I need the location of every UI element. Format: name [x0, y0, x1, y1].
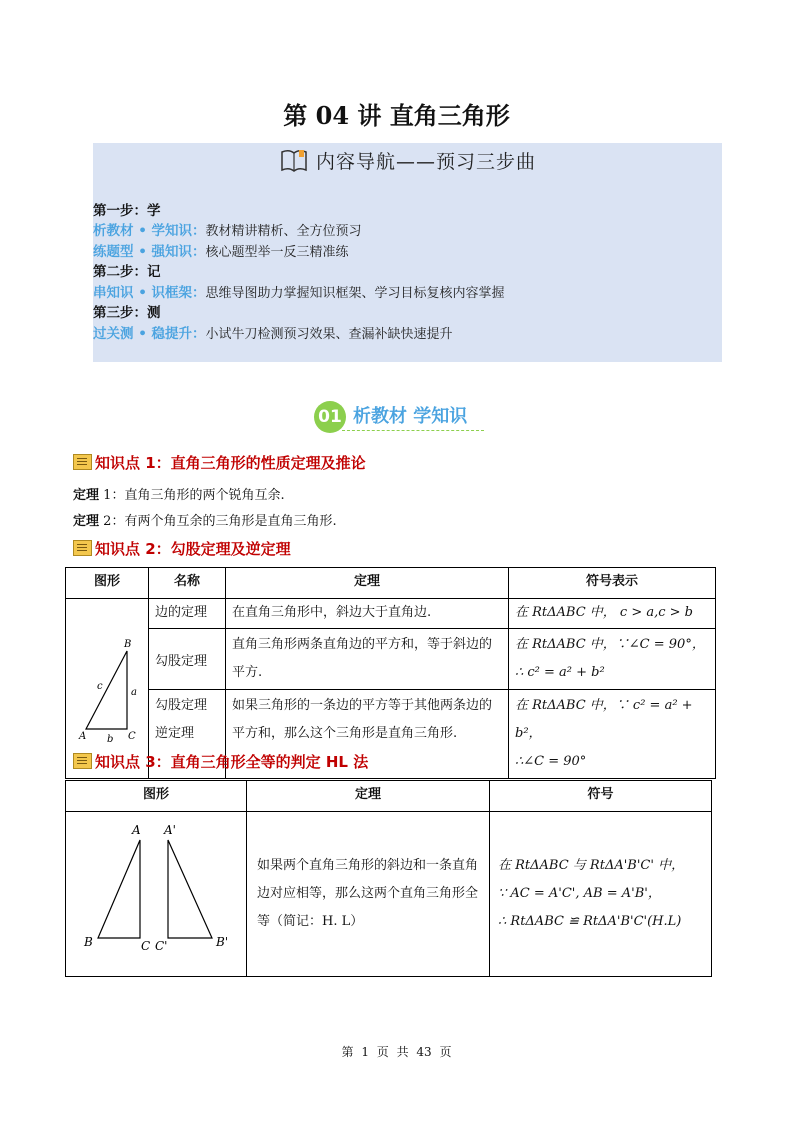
nav-step-1: 第一步：学	[93, 203, 161, 219]
notebook-icon	[73, 540, 92, 556]
nav-step-2: 第二步：记	[93, 264, 161, 280]
knowledge-point-3-title: 知识点 3：直角三角形全等的判定 HL 法	[73, 751, 368, 772]
knowledge-point-2-title: 知识点 2：勾股定理及逆定理	[73, 538, 291, 559]
nav-step-3: 第三步：测	[93, 305, 161, 321]
section-title: 析教材 学知识	[353, 406, 468, 427]
label-C: C	[141, 939, 151, 953]
content-navigation-box	[93, 143, 722, 362]
label-C: C	[128, 730, 136, 742]
label-A-prime: A'	[164, 823, 176, 837]
row1-symbol: 在 RtΔABC 中， c > a,c > b	[509, 599, 716, 629]
col-header-figure: 图形	[66, 568, 149, 599]
table-row	[66, 812, 712, 977]
col-header-theorem: 定理	[226, 568, 509, 599]
col-header-name: 名称	[149, 568, 226, 599]
row2-theorem: 直角三角形两条直角边的平方和，等于斜边的平方.	[226, 629, 509, 690]
hl-table	[65, 780, 712, 977]
table-row	[66, 599, 716, 629]
page-footer: 第 1 页 共 43 页	[341, 1045, 452, 1059]
col-header-symbol: 符号	[490, 781, 712, 812]
nav-item-1: 析教材 • 学知识：教材精讲精析、全方位预习	[93, 223, 362, 239]
hl-theorem: 如果两个直角三角形的斜边和一条直角边对应相等，那么这两个直角三角形全等（简记：H. L）	[247, 812, 490, 977]
row3-name: 勾股定理逆定理	[149, 690, 226, 779]
row1-name: 边的定理	[149, 599, 226, 629]
notebook-icon	[73, 753, 92, 769]
right-triangle-diagram	[66, 627, 146, 747]
congruent-triangles-figure	[66, 812, 247, 977]
row3-symbol: 在 RtΔABC 中，∵ c² = a² + b²， ∴∠C = 90°	[509, 690, 716, 779]
nav-header	[93, 147, 722, 174]
label-A: A	[79, 730, 87, 742]
nav-item-4: 过关测 • 稳提升：小试牛刀检测预习效果、查漏补缺快速提升	[93, 326, 453, 342]
label-B-prime: B'	[216, 935, 229, 949]
col-header-symbol: 符号表示	[509, 568, 716, 599]
congruent-triangles-diagram	[66, 812, 246, 972]
hl-symbol: 在 RtΔABC 与 RtΔA'B'C' 中， ∵ AC = A'C', AB = A'B'， ∴ RtΔABC ≌ RtΔA'B'C'(H.L)	[490, 812, 712, 977]
notebook-icon	[73, 454, 92, 470]
col-header-theorem: 定理	[247, 781, 490, 812]
table-row	[66, 629, 716, 690]
nav-item-3: 串知识 • 识框架：思维导图助力掌握知识框架、学习目标复核内容掌握	[93, 285, 505, 301]
book-icon	[279, 148, 309, 174]
row3-theorem: 如果三角形的一条边的平方等于其他两条边的平方和，那么这个三角形是直角三角形.	[226, 690, 509, 779]
label-b: b	[107, 733, 114, 745]
label-C-prime: C'	[155, 939, 168, 953]
row2-symbol: 在 RtΔABC 中，∵∠C = 90°， ∴ c² = a² + b²	[509, 629, 716, 690]
row2-name: 勾股定理	[149, 629, 226, 690]
label-c: c	[97, 680, 103, 692]
section-number-badge: 01	[314, 401, 346, 433]
nav-header-text: 内容导航——预习三步曲	[316, 151, 537, 173]
theorem-2: 定理 2：有两个角互余的三角形是直角三角形.	[73, 514, 337, 529]
knowledge-point-1-title: 知识点 1：直角三角形的性质定理及推论	[73, 452, 366, 473]
label-B: B	[84, 935, 93, 949]
row1-theorem: 在直角三角形中，斜边大于直角边.	[226, 599, 509, 629]
theorem-1: 定理 1：直角三角形的两个锐角互余.	[73, 488, 285, 503]
pythagorean-table	[65, 567, 716, 779]
label-A: A	[132, 823, 141, 837]
col-header-figure: 图形	[66, 781, 247, 812]
page-title: 第 04 讲 直角三角形	[283, 101, 510, 130]
nav-item-2: 练题型 • 强知识：核心题型举一反三精准练	[93, 244, 349, 260]
label-B: B	[124, 638, 132, 650]
section-underline	[342, 430, 484, 431]
label-a: a	[131, 686, 137, 698]
